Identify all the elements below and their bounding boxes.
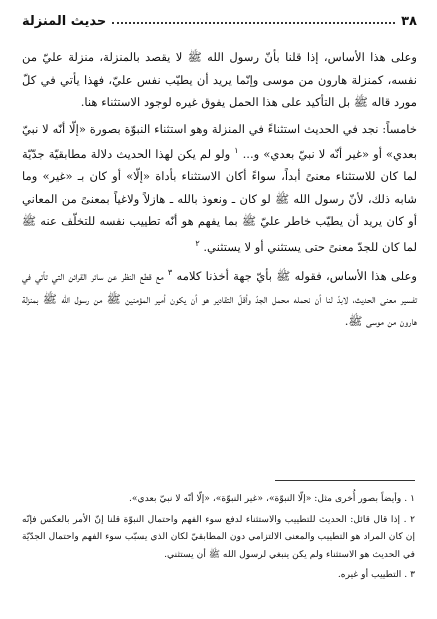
footnote-marker-1[interactable]: ١ (234, 146, 239, 155)
footnote-separator (275, 480, 415, 481)
paragraph-1 (22, 46, 417, 114)
paragraph-3-continued: مع قطع النظر عن سائر القرائن التي تأتي في تفسير معنى الحديث، لابدّ لنا أن نحمله محمل الجدّ وأقلّ التقادير هو أن يكون أمير المؤمنين ﷺ من رسول الله ﷺ بمنزلة هارون من موسى ﷺ. (22, 269, 417, 329)
paragraph-2 (22, 118, 417, 259)
paragraph-3-text: وعلى هذا الأساس، فقوله ﷺ بأيّ جهة أخذنا كلامه (176, 269, 418, 284)
header-dotted-rule (112, 22, 395, 24)
footnote-2: ٢ . إذا قال قائل: الحديث للتطييب والاستثناء لدفع سوء الفهم واحتمال النبوّة قلنا إنّ الأمر بالعكس فإنّه إن كان المراد هو التطييب والمعنى الالتزامي دون المطابقيّ لكان الذي يسبّب سوء الفهم واحتمال الجدّيّة في الحديث هو الاستثناء ولم يكن ينبغي لرسول الله ﷺ أن يستثني. (22, 513, 415, 560)
footnote-1: ١ . وأيضاً بصور أُخرى مثل: «إلّا النبوّة»، «غير النبوّة»، «إلّا أنّه لا نبيّ بعدي». (129, 493, 415, 504)
paragraph-1-text: وعلى هذا الأساس، إذا قلنا بأنّ رسول الله ﷺ لا يقصد بالمنزلة، منزلة عليّ من نفسه، كمنزلة هارون من موسى وإنّما يريد أن يطيّب نفس عليّ، فهذا يأتي في كلّ مورد قاله ﷺ بل التأكيد على هذا الحمل يفوق غيره لوجود الاستثناء هنا. (22, 50, 417, 109)
footnotes (22, 490, 415, 587)
page-number: ٣٨ (401, 13, 417, 29)
paragraph-3 (22, 262, 417, 332)
paragraph-2-continued: ولو لم يكن لهذا الحديث دلالة مطابقيّة جدّيّة لما كان للاستثناء معنىً أبداً، سواءً أكان الاستثناء بأداة «إلّا» أو كان بـ «غير» وما شابه ذلك، لأنّ رسول الله ﷺ لو كان ـ ونعوذ بالله ـ هازلاً ولاغياً بمعنىً من المعاني أو كان يريد أن يطيّب خاطر عليّ ﷺ بما يفهم هو أنّه تطييب نفسه للتخلّف عنه ﷺ لما كان للجدّ معنىً حتى يستثني أو لا يستثني. (22, 146, 417, 254)
paragraph-2-text: خامساً: نجد في الحديث استثناءً في المنزلة وهو استثناء النبوّة بصورة «إلّا أنّه لا نبيّ بعدي» أو «غير أنّه لا نبيّ بعدي» و... (22, 121, 418, 161)
main-text (22, 46, 417, 333)
footnote-marker-2[interactable]: ٢ (195, 238, 200, 248)
running-title: حديث المنزلة (22, 13, 107, 29)
page-header (22, 8, 417, 34)
footnote-3: ٣ . التطييب أو غيره. (337, 569, 415, 580)
footnote-marker-3[interactable]: ٣ (167, 268, 173, 278)
